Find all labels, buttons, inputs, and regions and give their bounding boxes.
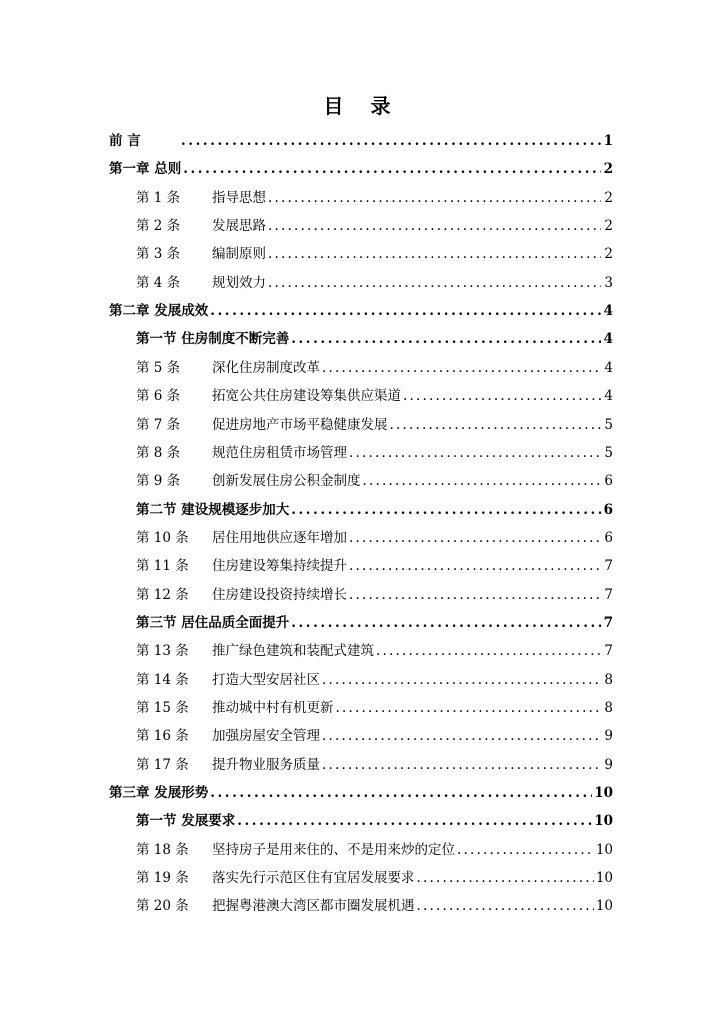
toc-entry-title: 推动城中村有机更新	[212, 700, 334, 716]
toc-page-number: 9	[604, 756, 613, 773]
toc-entry-number: 第 18 条	[136, 841, 189, 858]
toc-entry[interactable]	[136, 637, 613, 665]
toc-entry-number: 第 14 条	[136, 671, 189, 688]
toc-entry-title: 第三章 发展形势	[109, 785, 209, 802]
dot-leader	[322, 354, 601, 382]
toc-entry[interactable]	[136, 609, 613, 637]
toc-entry-title: 第一章 总则	[109, 161, 182, 178]
toc-entry-number: 第 17 条	[136, 756, 189, 773]
toc-entry-title: 促进房地产市场平稳健康发展	[212, 416, 388, 433]
dot-leader	[237, 807, 592, 835]
toc-entry[interactable]	[136, 581, 613, 609]
toc-entry[interactable]	[109, 779, 613, 807]
dot-leader	[349, 581, 601, 609]
toc-entry-title: 第二节 建设规模逐步加大	[136, 501, 290, 518]
toc-entry[interactable]	[136, 694, 613, 722]
dot-leader	[291, 325, 601, 353]
page-title: 目 录	[323, 94, 401, 118]
dot-leader	[457, 836, 594, 864]
toc-entry[interactable]	[136, 212, 613, 240]
toc-page-number: 4	[603, 303, 613, 320]
toc-entry-title: 第一节 住房制度不断完善	[136, 331, 290, 348]
toc-entry[interactable]	[136, 240, 613, 268]
dot-leader	[268, 184, 601, 212]
toc-entry-title: 坚持房子是用来住的、不是用来炒的定位	[212, 841, 455, 858]
toc-page-number: 1	[603, 133, 613, 149]
toc-entry-title: 打造大型安居社区	[212, 671, 320, 688]
toc-page-number: 9	[604, 728, 613, 745]
dot-leader	[183, 155, 601, 183]
toc-page-number: 7	[604, 586, 613, 603]
dot-leader	[268, 269, 601, 297]
toc-entry-title: 推广绿色建筑和装配式建筑	[212, 643, 374, 660]
dot-leader	[210, 297, 601, 325]
dot-leader	[268, 212, 601, 240]
toc-entry-title: 居住用地供应逐年增加	[212, 529, 347, 546]
toc-entry[interactable]	[136, 496, 613, 524]
toc-entry-number: 第 2 条	[136, 218, 181, 235]
toc-entry-title: 第二章 发展成效	[109, 303, 209, 320]
dot-leader	[349, 439, 601, 467]
toc-entry-number: 第 10 条	[136, 529, 189, 546]
toc-entry-title: 指导思想	[212, 189, 266, 206]
toc-entry[interactable]	[136, 354, 613, 382]
toc-entry[interactable]	[109, 155, 613, 183]
toc-page-number: 8	[604, 671, 613, 688]
toc-entry-number: 第 6 条	[136, 388, 181, 405]
toc-entry[interactable]	[136, 382, 613, 410]
dot-leader	[390, 411, 602, 439]
toc-entry[interactable]	[109, 127, 613, 155]
dot-leader	[322, 722, 601, 750]
toc-page-number: 6	[603, 501, 613, 518]
dot-leader	[291, 496, 601, 524]
toc-entry[interactable]	[136, 467, 613, 495]
toc-entry-title: 把握粤港澳大湾区都市圈发展机遇	[212, 898, 415, 915]
dot-leader	[403, 382, 601, 410]
toc-entry[interactable]	[109, 297, 613, 325]
toc-entry-number: 第 5 条	[136, 359, 181, 376]
dot-leader	[291, 609, 601, 637]
toc-entry-title: 住房建设筹集持续提升	[212, 558, 347, 575]
toc-page-number: 4	[603, 331, 613, 348]
toc-entry-title: 拓宽公共住房建设筹集供应渠道	[212, 388, 401, 405]
toc-page-number: 2	[604, 218, 613, 235]
dot-leader	[363, 467, 602, 495]
toc-entry[interactable]	[136, 751, 613, 779]
toc-entry[interactable]	[136, 269, 613, 297]
toc-entry-title: 住房建设投资持续增长	[212, 586, 347, 603]
toc-entry[interactable]	[136, 864, 613, 892]
toc-entry-title: 规划效力	[212, 274, 266, 291]
toc-entry-title: 创新发展住房公积金制度	[212, 473, 361, 490]
toc-entry[interactable]	[136, 411, 613, 439]
toc-entry[interactable]	[136, 836, 613, 864]
toc-entry-title: 发展思路	[212, 218, 266, 235]
toc-page-number: 6	[604, 473, 613, 490]
toc-entry[interactable]	[136, 552, 613, 580]
toc-page-number: 10	[594, 785, 613, 802]
toc-page-number: 10	[595, 841, 613, 858]
toc-entry[interactable]	[136, 439, 613, 467]
dot-leader	[322, 751, 601, 779]
dot-leader	[349, 552, 601, 580]
toc-page-number: 10	[595, 870, 613, 887]
toc-page-number: 5	[604, 444, 613, 461]
toc-entry-title: 第三节 居住品质全面提升	[136, 614, 290, 631]
toc-entry[interactable]	[136, 892, 613, 920]
toc-entry-title: 编制原则	[212, 246, 266, 263]
toc-entry-title: 规范住房租赁市场管理	[212, 444, 347, 461]
toc-entry[interactable]	[136, 325, 613, 353]
toc-entry-number: 第 11 条	[136, 558, 189, 575]
toc-entry-number: 第 19 条	[136, 870, 189, 887]
dot-leader	[181, 127, 601, 155]
toc-page-number: 5	[604, 416, 613, 433]
dot-leader	[349, 524, 601, 552]
toc-entry-number: 第 16 条	[136, 728, 189, 745]
toc-page-number: 10	[594, 813, 613, 830]
dot-leader	[417, 864, 594, 892]
dot-leader	[376, 637, 601, 665]
toc-entry[interactable]	[136, 666, 613, 694]
toc-entry-title: 深化住房制度改革	[212, 359, 320, 376]
toc-entry-number: 第 15 条	[136, 700, 189, 716]
toc-page-number: 2	[603, 161, 613, 178]
dot-leader	[417, 892, 594, 920]
toc-entry-number: 第 12 条	[136, 586, 189, 603]
toc-entry-number: 第 20 条	[136, 898, 189, 915]
toc-entry-title: 加强房屋安全管理	[212, 728, 320, 745]
toc-page-number: 2	[604, 189, 613, 206]
dot-leader	[268, 240, 601, 268]
toc-entry-number: 第 13 条	[136, 643, 189, 660]
toc-entry-title: 落实先行示范区住有宜居发展要求	[212, 870, 415, 887]
toc-page-number: 6	[604, 529, 613, 546]
toc-entry-number: 第 3 条	[136, 246, 181, 263]
toc-entry-number: 第 4 条	[136, 274, 181, 291]
toc-entry-number: 第 1 条	[136, 189, 181, 206]
toc-entry-number: 第 7 条	[136, 416, 181, 433]
dot-leader	[322, 666, 601, 694]
toc-entry-title: 提升物业服务质量	[212, 756, 320, 773]
toc-entry[interactable]	[136, 807, 613, 835]
toc-entry-number: 前 言	[109, 133, 141, 149]
toc-page-number: 3	[604, 274, 613, 291]
toc-entry-number: 第 9 条	[136, 473, 181, 490]
toc-page-number: 8	[604, 700, 613, 716]
toc-page-number: 4	[604, 359, 613, 376]
dot-leader	[210, 779, 592, 807]
toc-entry-title: 第一节 发展要求	[136, 813, 236, 830]
toc-entry[interactable]	[136, 524, 613, 552]
dot-leader	[336, 694, 602, 722]
toc-entry[interactable]	[136, 184, 613, 212]
toc-page-number: 4	[604, 388, 613, 405]
toc-page-number: 2	[604, 246, 613, 263]
toc-entry[interactable]	[136, 722, 613, 750]
toc-page-number: 10	[595, 898, 613, 915]
toc-page-number: 7	[603, 614, 613, 631]
toc-page-number: 7	[604, 558, 613, 575]
toc-entry-number: 第 8 条	[136, 444, 181, 461]
toc-page-number: 7	[604, 643, 613, 660]
